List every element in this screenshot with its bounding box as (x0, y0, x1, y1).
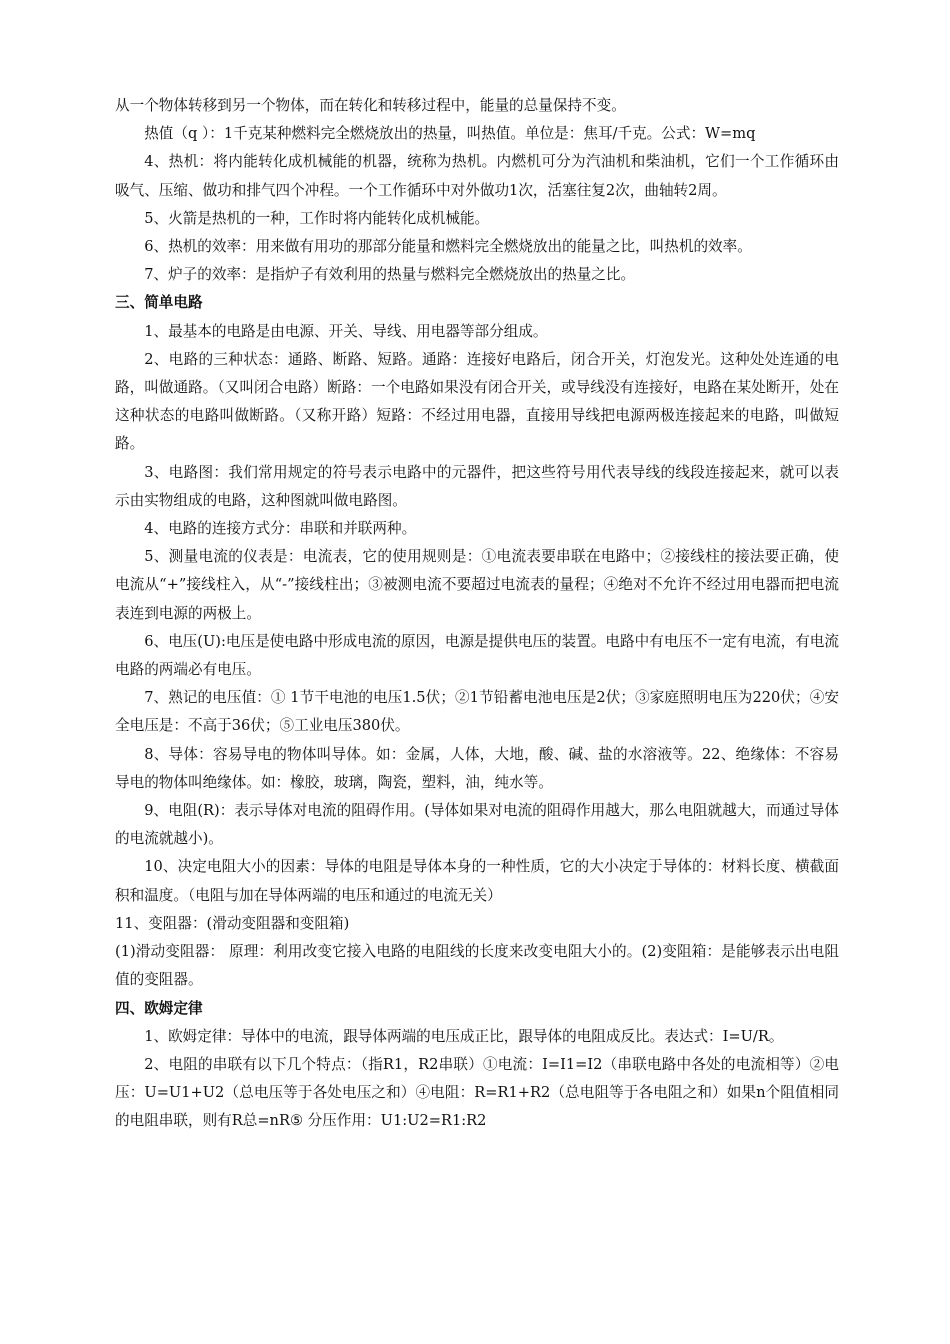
section-heading-ohms-law: 四、欧姆定律 (115, 999, 203, 1017)
paragraph-resistance: 9、电阻(R)：表示导体对电流的阻碍作用。(导体如果对电流的阻碍作用越大，那么电阻就越大，而通过导体的电流就越小)。 (115, 802, 839, 848)
paragraph-rocket: 5、火箭是热机的一种，工作时将内能转化成机械能。 (144, 209, 490, 227)
paragraph-basic-circuit: 1、最基本的电路是由电源、开关、导线、用电器等部分组成。 (144, 322, 548, 340)
paragraph-voltage: 6、电压(U):电压是使电路中形成电流的原因，电源是提供电压的装置。电路中有电压不一定有电流，有电流电路的两端必有电压。 (115, 632, 839, 679)
paragraph-rheostat-detail: (1)滑动变阻器： 原理：利用改变它接入电路的电阻线的长度来改变电阻大小的。(2)变阻箱：是能够表示出电阻值的变阻器。 (115, 943, 839, 989)
paragraph-series-resistance: 2、电阻的串联有以下几个特点：（指R1，R2串联）①电流：I=I1=I2（串联电路中各处的电流相等）②电压：U=U1+U2（总电压等于各处电压之和）④电阻：R=R1+R2（总电阻等于各电阻之和）如果n个阻值相同的电阻串联，则有R总=nR⑤ 分压作用：U1:U2=R1:R2 (115, 1055, 839, 1130)
paragraph-engine-efficiency: 6、热机的效率：用来做有用功的那部分能量和燃料完全燃烧放出的能量之比，叫热机的效率。 (144, 238, 752, 256)
paragraph-conductor: 8、导体：容易导电的物体叫导体。如：金属，人体，大地，酸、碱、盐的水溶液等。22、绝缘体：不容易导电的物体叫绝缘体。如：橡胶，玻璃，陶瓷，塑料，油，纯水等。 (115, 745, 839, 791)
paragraph-energy-conservation: 从一个物体转移到另一个物体，而在转化和转移过程中，能量的总量保持不变。 (115, 97, 626, 114)
paragraph-connection-types: 4、电路的连接方式分：串联和并联两种。 (144, 520, 417, 538)
document-page (115, 92, 839, 1136)
paragraph-voltage-values: 7、熟记的电压值：① 1节干电池的电压1.5伏；②1节铅蓄电池电压是2伏；③家庭照明电压为220伏；④安全电压是：不高于36伏；⑤工业电压380伏。 (115, 689, 839, 735)
paragraph-circuit-diagram: 3、电路图：我们常用规定的符号表示电路中的元器件，把这些符号用代表导线的线段连接起来，就可以表示由实物组成的电路，这种图就叫做电路图。 (115, 463, 839, 509)
paragraph-resistance-factors: 10、决定电阻大小的因素：导体的电阻是导体本身的一种性质，它的大小决定于导体的：材料长度、横截面积和温度。（电阻与加在导体两端的电压和通过的电流无关） (115, 858, 839, 904)
section-heading-simple-circuit: 三、简单电路 (115, 294, 203, 312)
paragraph-heat-engine: 4、热机：将内能转化成机械能的机器，统称为热机。内燃机可分为汽油机和柴油机，它们一个工作循环由吸气、压缩、做功和排气四个冲程。一个工作循环中对外做功1次，活塞往复2次，曲轴转2周。 (115, 153, 839, 199)
paragraph-heat-value: 热值（q ）：1千克某种燃料完全燃烧放出的热量，叫热值。单位是：焦耳/千克。公式：W=mq (144, 125, 756, 143)
paragraph-circuit-states: 2、电路的三种状态：通路、断路、短路。通路：连接好电路后，闭合开关，灯泡发光。这种处处连通的电路，叫做通路。（又叫闭合电路）断路：一个电路如果没有闭合开关，或导线没有连接好，电路在某处断开，处在这种状态的电路叫做断路。（又称开路）短路：不经过用电器，直接用导线把电源两极连接起来的电路，叫做短路。 (115, 350, 839, 453)
paragraph-rheostat-title: 11、变阻器：(滑动变阻器和变阻箱) (115, 914, 350, 932)
paragraph-ohms-law: 1、欧姆定律：导体中的电流，跟导体两端的电压成正比，跟导体的电阻成反比。表达式：I=U/R。 (144, 1027, 784, 1045)
paragraph-stove-efficiency: 7、炉子的效率：是指炉子有效利用的热量与燃料完全燃烧放出的热量之比。 (144, 266, 636, 284)
paragraph-ammeter: 5、测量电流的仪表是：电流表，它的使用规则是：①电流表要串联在电路中；②接线柱的接法要正确，使电流从“+”接线柱入，从“-”接线柱出；③被测电流不要超过电流表的量程；④绝对不允许不经过用电器而把电流表连到电源的两极上。 (115, 548, 839, 622)
